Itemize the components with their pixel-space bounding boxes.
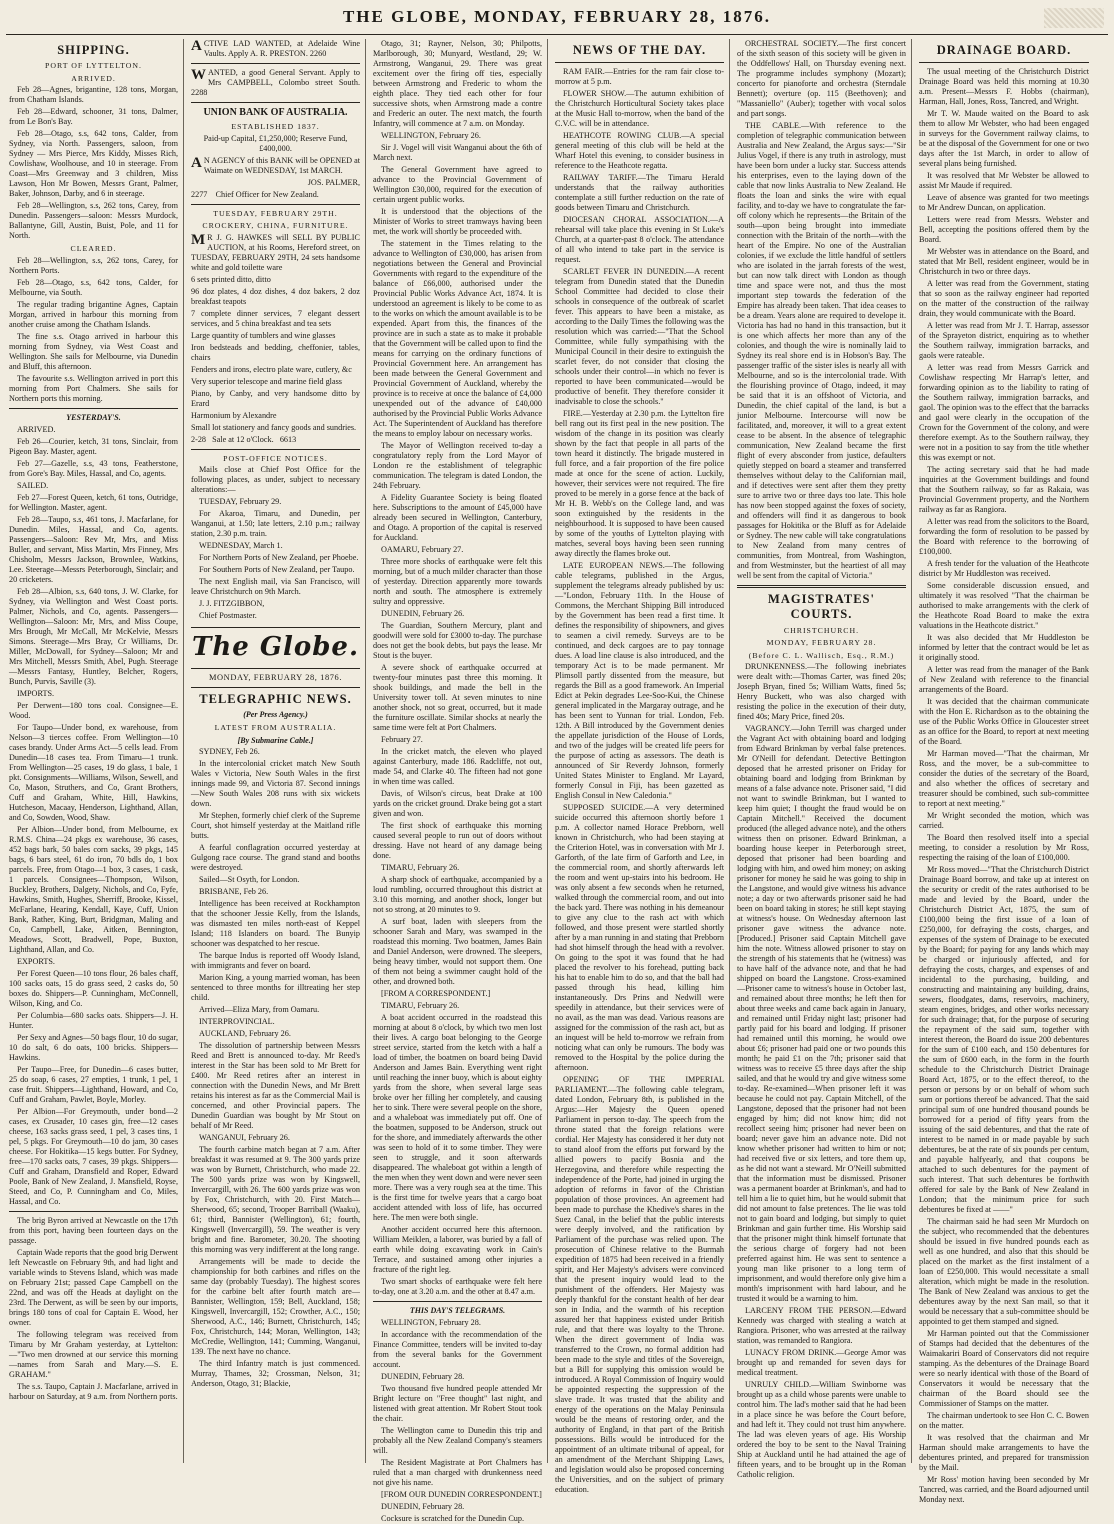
drop-initial: M <box>191 231 206 248</box>
telegram-paragraph: Cocksure is scratched for the Dunedin Cup. <box>381 1513 525 1523</box>
yesterday-entry: Per Derwent—180 tons coal. Consignee—E. Wood. <box>9 700 178 720</box>
drainage-paragraph: It was decided that the chairman communicate with the Hon E. Richardson as to the obtaining the use of the Public Works Office in Gloucester street as an office for the Board, to report at next meeting of the Board. <box>919 697 1089 747</box>
yesterday-entry: Per Albion—Under bond, from Melbourne, ex R.M.S. China—24 pkgs ex warehouse, 36 cases, 452 bags bark, 50 bales corn sacks, 39 pkgs, 145 bags, 6 bars steel, 61 do iron, 70 bdls do, 1 box parcels. Free, from Otago—1 box, 3 cases, 1 cask, 1 parcels. Consignees—Thompson, Wilson, Buckley, Brothers, Dalgety, Nichols, and Co, Fyfe, Hawkins, Smith, Hughes, Sherriff, Brooke, Kissel, McFarlane, Hearing, Kendall, Kaye, Cuff, Union Bank, Rather, King, Burt, Bridgman, Maling and Co, Campbell, Lake, Aitken, Bennington, Meadows, Scott, Bradwell, Pope, Buxton, Lighthand, Allan, and Co. <box>9 824 178 954</box>
drainage-paragraph: The Board then resolved itself into a special meeting, to consider a resolution by Mr Ross, respecting the raising of the loan of £100,000. <box>919 833 1089 863</box>
telegram-paragraph: AUCKLAND, February 26. <box>199 1029 291 1039</box>
sale-title: CROCKERY, CHINA, FURNITURE. <box>202 221 349 231</box>
magistrates-bench: (Before C. L. Wallisch, Esq., R.M.) <box>748 650 895 660</box>
cleared-list <box>9 256 178 298</box>
ad-text: Sale at 12 o'Clock. <box>212 434 274 444</box>
drainage-paragraph: Mr T. W. Maude waited on the Board to ask them to allow Mr Webster, who had been engaged in surveys for the Government railway claims, to be at the disposal of the Government for one or two days after the 1st March, in order to allow of several plans being furnished. <box>919 109 1089 169</box>
post-title: POST-OFFICE NOTICES. <box>223 453 328 463</box>
telegram-paragraph: OAMARU, February 27. <box>381 545 464 554</box>
cleared-entry: Feb 28—Wellington, s.s, 262 tons, Carey, for Northern Ports. <box>9 255 178 275</box>
news-paragraph: FIRE.—Yesterday at 2.30 p.m. the Lyttelton fire bell rang out its first peal in the new position. The wisdom of the change in its position was clearly shown by the fact that people in all parts of the town heard it distinctly. The brigade mustered in full force, and a fair proportion of the fire police made at once for the scene of action. Luckily, however, their services were not required. The fire proved to be merely in a gorse fence at the back of Mr H. B. Webb's on the College land, and was soon extinguished by the residents in the neighbourhood. It is supposed to have been caused by some of the youths of Lyttelton playing with matches, several boys having been seen running away directly the flames broke out. <box>555 409 724 559</box>
telegraphic-title: TELEGRAPHIC NEWS. <box>199 692 352 707</box>
telegram-paragraph: Another accident occurred here this afternoon. William Meiklen, a laborer, was buried by a fall of earth while doing excavating work in Cain's Terrace, and sustained among other injuries a fracture of the right leg. <box>373 1225 542 1274</box>
court-paragraph: VAGRANCY.—John Terrill was charged under the Vagrant Act with obtaining board and lodging from Edward Brinkman by verbal false pretences. Mr O'Neill for defendant. Detective Bettington deposed that he arrested prisoner on Friday for obtaining board and lodging from Brinkman by means of a false advance note. Prisoner said, "I did not want to swindle Brinkman, but I wanted to keep him quiet; I thought the fraud would be on Captain Mitchell." Received the document produced (the alleged advance note), and the others witness then on prisoner. Edward Brinkman, a boarding house keeper in Peterborough street, deposed that prisoner had been boarding and lodging with him, and owed him money; on asking prisoner for money he said he was going to ship in the Langstone, and would give witness his advance note; a day or two afterwards prisoner said he had been on board taking in stores; he still kept staying at witness's house. On Wednesday afternoon last prisoner gave witness the advance note. [Produced.] Prisoner said Captain Mitchell gave him the note. Witness allowed prisoner to stay on the strength of his statements that he (witness) was to have half of the advance note, and that he had shipped on board the Langstone. Cross-examined—Prisoner came to witness's house in October last, and remained about three months; he left then for about three weeks and came back again in January, and remained until Friday night last; prisoner had partly paid for his board and lodging. If prisoner had remained until this morning, he would owe about £6; prisoner had paid one or two pounds this month; he paid £1 on the 7th; prisoner said that witness was to receive £5 three days after the ship sailed, and that he would try and give witness some to-day. Re-examined—When prisoner left it was because he could not pay. Captain Mitchell, of the Langstone, deposed that the prisoner had not been engaged by him; did not know him; did not recollect seeing him; prisoner had never been on board; never gave him an advance note. Did not know whether prisoner had written to him or not; had received five or six letters, and tore them up, as he did not want a steward. Mr O'Neill submitted that the information must be dismissed. Prisoner was a permanent boarder at Brinkman's, and had to tell him a lie to quiet him, but he would submit that did not amount to false pretences. The lie was told not to gain board and lodging, but simply to quiet Brinkman and gain further time. His Worship said that the prisoner might think himself fortunate that the serious charge of forgery had not been preferred against him. He was sent to sentence a young man like prisoner to a long term of imprisonment, and would therefore only give him a month's imprisonment with hard labour, and he trusted it would be a warning to him. <box>737 724 906 1303</box>
telegram-paragraph: WANGANUI, February 26. <box>199 1133 290 1143</box>
drainage-paragraph: Mr Harman pointed out that the Commissioner of Stamps had decided that the debentures of the Waimakariri Board of Conservators did not require stamping. As the debentures of the Drainage Board were so nearly identical with those of the Board of Conservators it would be necessary that the chairman of the Board should see the Commissioner of Stamps on the matter. <box>919 1329 1089 1409</box>
drainage-paragraph: It was also decided that Mr Huddleston be informed by letter that the contract would be let as it originally stood. <box>919 633 1089 663</box>
divider <box>555 62 724 63</box>
telegram-paragraph: Arrived—Eliza Mary, from Oamaru. <box>199 1005 320 1015</box>
shipping-paragraph: The favourite s.s. Wellington arrived in port this morning from Port Chalmers. She sails for Northern ports this morning. <box>9 373 178 403</box>
drainage-paragraph: Letters were read from Messrs. Webster and Bell, accepting the positions offered them by the Board. <box>919 215 1089 245</box>
bank-established: ESTABLISHED 1837. <box>231 122 320 132</box>
court-paragraph: UNRULY CHILD.—William Swinborne was brought up as a child whose parents were unable to control him. The lad's mother said that he had been in a place since he was before the Court before, and had left it. They could not trust him anywhere. The lad was eleven years of age. His Worship ordered the boy to be sent to the Naval Training Ship at Auckland until he had attained the age of fifteen years, and to be brought up in the Roman Catholic religion. <box>737 1380 906 1479</box>
yesterdays-label: YESTERDAY'S. <box>66 412 121 422</box>
telegram-paragraph: DUNEDIN, February 26. <box>381 609 465 618</box>
telegraphic-continued <box>373 39 542 1297</box>
drop-initial: A <box>191 154 202 171</box>
sale-item: Large quantity of tumblers and wine glasses <box>191 330 336 340</box>
news-items <box>555 67 724 1495</box>
telegram-paragraph: The dissolution of partnership between Messrs Reed and Brett is announced to-day. Mr Reed's interest in the Star has been sold to Mr Brett for £400. Mr Reed retires after an interest in connection with the Dunedin News, and Mr Brett retains his interest as far as the Commercial Mail is concerned, and other Provincial papers. The Dunedin Guardian was bought by Mr Stout on behalf of Mr Reed. <box>191 1041 360 1131</box>
globe-logo-box <box>191 627 360 669</box>
bank-signature-title <box>191 190 360 200</box>
telegram-paragraph: The fourth carbine match began at 7 a.m. After breakfast it was resumed at 9. The 300 yards prize was won by Burnett, Christchurch, who made 22. The 500 yards prize was won by Kingswell, Invercargill, with 26. The 600 yards prize was won by Fox, Christchurch, with 20. First Match—Sherwood, 65; second, Trooper Barriball (Waaku), 61; third, Bannister (Wellington), 61; fourth, Kingswell (Invercargill), 59. The weather is very bright and fine. Barometer, 30.20. The shooting this morning was very indifferent at the long range. <box>191 1145 360 1255</box>
telegram-paragraph: A severe shock of earthquake occurred at twenty-four minutes past three this morning. It shook buildings, and made the bell in the University tower toll. At seven minutes to nine another shock, not so great, occurred, but it made the furniture oscillate. Similar shocks at nearly the same time were felt at Port Chalmers. <box>373 663 542 732</box>
news-heading: NEWS OF THE DAY. <box>572 43 707 57</box>
yesterday-entry: Per Forest Queen—10 tons flour, 26 bales chaff, 100 sacks oats, 15 do grass seed, 2 casks do, 50 boxes do. Shippers—P. Cunningham, McConnell, Wilson, King, and Co. <box>9 968 178 1008</box>
telegram-paragraph: The Mayor of Wellington received to-day a congratulatory reply from the Lord Mayor of London re the establishment of telegraphic communication. The telegram is dated London, the 24th February. <box>373 441 542 490</box>
ad-number: 2260 <box>309 49 327 58</box>
yesterday-entry: IMPORTS. <box>17 688 55 698</box>
post-paragraph: For Akaroa, Timaru, and Dunedin, per Wanganui, at 1.50; late letters, 2.10 p.m.; railway station, 2.30 p.m. train. <box>191 509 360 539</box>
post-paragraph: For Southern Ports of New Zealand, per Taupo. <box>199 565 355 575</box>
news-paragraph: THE CABLE.—With reference to the completion of telegraphic communication between Australia and New Zealand, the Argus says:—"Sir Julius Vogel, if there is any truth in astrology, must have been born under a lucky star. Success attends his enterprises, even to the laying down of the cable that now links Australia to New Zealand. He floats the loan and sinks the wire with equal facility, and to-day we have to congratulate the far-off colony which he represents—the Britain of the south—upon being brought into immediate connection with the Britain of the north—with the heart of the Empire. No one of the Australian colonies, if we exclude the little handful of settlers who are isolated in the jarrah forests of the west, but can now talk direct with London as though time and space were not, and thus the most important step towards the federation of the Empire has already been taken. That idea ceases to be a dream. Years alone are required to develope it. Victoria has had no hand in this transaction, but it is one which affects her more than any of the colonies, and though the wire is nominally laid to Sydney its real shore end is in Hobson's Bay. The passenger traffic of the sister isles is nearly all with Melbourne, and so is the intercolonial trade. With the flourishing province of Otago, indeed, it may be said that it is an offshoot of Victoria, and Dunedin, the chief capital of the land, is but a junior Melbourne. Intercourse will now be facilitated, and, moreover, it will to a great extent cease to be absent. In the absence of telegraphic communication, New Zealand became the first flight of every absconder from justice, defaulters quietly stepped on board a steamer and transferred themselves without delay to the Californian mail, and if detectives were sent after them they pretty sure to arrive two or three days too late. This hole has now been stopped against the foxes of society, and offenders will find it as dangerous to book passages for Hokitika or the Bluff as for Adelaide or Sydney. The new cable will take congratulations to New Zealand from many centres of communities, from Montreal, from Washington, and from Westminster, but the heartiest of all may well be sent from the capital of Victoria." <box>737 121 906 580</box>
column-2 <box>188 39 366 1463</box>
telegram-paragraph: BRISBANE, Feb 26. <box>199 887 269 897</box>
news-paragraph: LATE EUROPEAN NEWS.—The following cable telegrams, published in the Argus, supplement the telegrams already published by us:—"London, February 11th. In the House of Commons, the Merchant Shipping Bill introduced by the Government has been read a first time. It defines the responsibility of shipowners, and gives to seamen a civil remedy. Surveys are to be continued, and deck cargoes are to pay tonnage dues. A load line clause is also introduced, and the temporary Act is to be made permanent. Mr Plimsoll partly dissented from the measure, but regards the Bill as a good framework. An Imperial Edict at Pekin degrades Lee-Soo-Kui, the Chinese general implicated in the Margaray outrage, and he has been sent to Yunnan for trial. London, Feb. 12th. A Bill introduced by the Government denies the appellate jurisdiction of the House of Lords, and two of the judges will be created life peers for the purpose of acting as assessors. The death is announced of Sir Reverdy Johnson, formerly United States Minister to England. Mr Layard, formerly Consul in Fiji, has been gazetted as English Consul in New Caledonia." <box>555 561 724 801</box>
divider <box>191 63 360 64</box>
yesterday-entry: ARRIVED. <box>17 424 56 434</box>
arrival-entry: Feb 28—Wellington, s.s, 262 tons, Carey, from Dunedin. Passengers—saloon: Messrs Murdock, Ballantyne, Gill, Austin, Buist, Pole, and 11 for North. <box>9 201 178 241</box>
divider <box>737 585 906 588</box>
news-paragraph: HEATHCOTE ROWING CLUB.—A special general meeting of this club will be held at the Wharf Hotel this evening, to consider business in reference to the Heathcote regatta. <box>555 131 724 171</box>
ad-number: 2288 <box>191 88 208 97</box>
drainage-paragraph: A letter was read from the solicitors to the Board, forwarding the form of resolution to be passed by the Board with reference to the borrowing of £100,000. <box>919 517 1089 557</box>
telegram-paragraph: The barque Indus is reported off Woody Island, with immigrants and fever on board. <box>191 951 360 971</box>
submarine-cable: [By Submarine Cable.] <box>237 735 314 745</box>
shipping-paragraph: The regular trading brigantine Agnes, Captain Morgan, arrived in harbour this morning from another cruise among the Chatham Islands. <box>9 299 178 329</box>
post-paragraph: WEDNESDAY, March 1. <box>199 541 283 551</box>
shipping-paragraph: Captain Wade reports that the good brig Derwent left Newcastle on February 9th, and had light and variable winds to Stevens Island, which was made on February 21st; passed Cape Campbell on the 22nd, and was off the Heads at daylight on the 23rd. The Derwent, as will be seen by our imports, brings 180 tons of coal for Captain E. Wood, her owner. <box>9 1247 178 1327</box>
todays-telegrams-heading: THIS DAY'S TELEGRAMS. <box>409 1306 506 1315</box>
telegram-paragraph: A sharp shock of earthquake, accompanied by a loud rumbling, occurred throughout this district at 3.10 this morning, and another shock, longer but not so strong, at 20 minutes to 9. <box>373 875 542 914</box>
telegram-paragraph: The General Government have agreed to advance to the Provincial Government of Wellington £30,000, required for the execution of certain urgent public works. <box>373 165 542 204</box>
sale-item: 7 complete dinner services, 7 elegant dessert services, and 5 china breakfast and tea sets <box>191 308 360 328</box>
drainage-paragraph: It was resolved that Mr Webster be allowed to assist Mr Maude if required. <box>919 171 1089 191</box>
drainage-paragraph: Mr Webster was in attendance on the Board, and stated that Mr Bell, resident engineer, would be in Christchurch in two or three days. <box>919 247 1089 277</box>
post-paragraph: J. J. FITZGIBBON, <box>199 599 265 609</box>
drainage-items <box>919 67 1089 1505</box>
telegram-paragraph: TIMARU, February 26. <box>381 863 460 872</box>
column-6 <box>916 39 1094 1505</box>
telegram-paragraph: In the cricket match, the eleven who played against Canterbury, made 186. Radcliffe, not out, made 54, and Clarke 40. The fifteen had not gone in when time was called. <box>373 747 542 786</box>
sale-item: 6 sets printed ditto, ditto <box>191 274 271 284</box>
arrival-entry: Feb 28—Edward, schooner, 31 tons, Dalmer, from Le Bon's Bay. <box>9 107 178 127</box>
shipping-paragraph: The brig Byron arrived at Newcastle on the 17th from this port, having been fourteen days on the passage. <box>9 1215 178 1245</box>
telegram-paragraph: Intelligence has been received at Rockhampton that the schooner Jessie Kelly, from the Islands, was dismasted ten miles north-east of Keppel Island; 118 Islanders on board. The Bunyip schooner was despatched to her rescue. <box>191 899 360 949</box>
yesterday-entry: EXPORTS. <box>17 956 55 966</box>
port-subheading: PORT OF LYTTELTON. <box>45 61 142 71</box>
masthead <box>6 0 1108 35</box>
divider <box>191 102 360 103</box>
telegram-paragraph: Two smart shocks of earthquake were felt here to-day, one at 3.20 a.m. and the other at 8.47 a.m. <box>373 1277 542 1296</box>
telegram-paragraph: [FROM A CORRESPONDENT.] <box>381 989 491 998</box>
telegram-paragraph: Sailed—St Osyth, for London. <box>199 875 300 885</box>
telegram-paragraph: Marion King, a young married woman, has been sentenced to three months for illtreating her step child. <box>191 973 360 1003</box>
post-paragraph: The next English mail, via San Francisco, will leave Christchurch on 9th March. <box>191 577 360 597</box>
telegram-paragraph: WELLINGTON, February 28. <box>381 1317 481 1327</box>
press-agency: (Per Press Agency.) <box>243 710 308 720</box>
telegram-paragraph: The Resident Magistrate at Port Chalmers has ruled that a man charged with drunkenness need not give his name. <box>373 1457 542 1487</box>
yesterday-entry: Per Albion—For Greymouth, under bond—2 cases, ex Crusader, 10 cases gin, free—12 cases cheese, 163 sacks grass seed, 1 pel, 3 cases tins, 1 pel, 5 pkgs. For Greymouth—10 do jam, 30 cases cheese. For Hokitika—15 kegs butter. For Sydney, free—170 sacks oats, 7 cases, 39 pkgs. Shippers—Cuff and Graham, Dransfield and Roper, Edward Poole, Bank of New Zealand, J. Mansfield, Royse, Steed, and Co, P. Cunningham and Co, Miles, Hassal, and Co. <box>9 1106 178 1206</box>
bank-capital: Paid-up Capital, £1,250,000; Reserve Fund, £400,000. <box>203 133 348 153</box>
magistrates-items <box>737 662 906 1480</box>
globe-logo: The Globe. <box>191 632 360 663</box>
ad-text: N AGENCY of this BANK will be OPENED at Waimate on WEDNESDAY, 1st MARCH. <box>203 155 361 175</box>
drainage-paragraph: A letter was read from Messrs Garrick and Cowlishaw respecting Mr Harrap's letter, and forwarding opinion as to the liability to rating of the Southern railway, immigration barracks, and gaol. The opinion was to the effect that the barracks and gaol were clearly in the occupation of the Crown for the Government of the colony, and were therefore exempt. As to the Southern railway, they were not in a position to say from the title whether this was exempt or not. <box>919 363 1089 463</box>
drainage-paragraph: The chairman said he had seen Mr Murdoch on the subject, who recommended that the debentures should be issued in five hundred pounds each as well as one hundred, and also that this should be placed on the market as the first instalment of a loan of £250,000. This would necessitate a small alteration, which might be made in the resolution. The Bank of New Zealand was anxious to get the debentures away by the next San mail, so that it would be necessary that a sub-committee should be appointed to get them stamped and signed. <box>919 1217 1089 1327</box>
cleared-label: CLEARED. <box>70 244 117 254</box>
shipping-paragraph: The following telegram was received from Timaru by Mr Graham yesterday, at Lyttelton:—"Two men drowned at our service this morning—names from Sarah and Mary.—S. E. GRAHAM." <box>9 1329 178 1379</box>
sale-intro <box>191 233 360 273</box>
magistrates-heading: MAGISTRATES' COURTS. <box>768 592 875 622</box>
latest-australia: LATEST FROM AUSTRALIA. <box>214 723 337 733</box>
drainage-paragraph: A letter was read from the manager of the Bank of New Zealand with reference to the financial arrangements of the Board. <box>919 665 1089 695</box>
telegram-paragraph: In accordance with the recommendation of the Finance Committee, tenders will be invited to-day from the several banks for the Government account. <box>373 1329 542 1369</box>
news-paragraph: SUPPOSED SUICIDE.—A very determined suicide occurred this afternoon shortly before 1 p.m. A collector named Horace Prebborn, well known in Christchurch, who had been staying at the Criterion Hotel, was in conversation with Mr J. Garforth, of the late firm of Garforth and Lee, in the commercial room, and shortly afterwards left the room and went up-stairs into his bedroom. He was only absent a few seconds when he returned, walked through the commercial room, and out into the back yard. There was nothing in his demeanour to give any clue to the rash act with which followed, and those present were startled shortly after by a man running in and stating that Prebborn had shot himself through the head with a revolver. On going to the spot it was found that he had placed the revolver to his forehead, putting back his hat to enable him to do so, and that the ball had passed through his head, killing him instantaneously. Drs Prins and Nedwill were speedily in attendance, but their services were of no avail, as the man was dead. Various reasons are assigned for the commission of the rash act, but as an inquest will be held to-morrow we refrain from noticing what can only be rumours. The body was removed to the Hospital by the police during the afternoon. <box>555 803 724 1073</box>
column-5 <box>734 39 912 1479</box>
torn-corner-artifact <box>1044 8 1104 28</box>
drainage-paragraph: The chairman undertook to see Hon C. C. Bowen on the matter. <box>919 1411 1089 1431</box>
telegram-paragraph: It is understood that the objections of the Minister of Works to street tramways having been met, the work will shortly be proceeded with. <box>373 207 542 236</box>
yesterday-entry: Feb 28—Taupo, s.s, 461 tons, J. Macfarlane, for Dunedin. Miles, Hassal, and Co, agents. Passengers—Saloon: Rev Mr, Mrs, and Miss Buller, and servant, Miss Martin, Mrs Finney, Mrs Chisholm, Messrs Jackson, Brownlee, Watkins, Lee. Steerage—Messrs Peterborough, Sinclair; and 20 cricketers. <box>9 514 178 584</box>
drainage-paragraph: A letter was read from Mr J. T. Harrap, assessor of the Sprayeton district, enquiring as to whether the Southern railway, immigration barracks, and gaols were rateable. <box>919 321 1089 361</box>
post-paragraph: Chief Postmaster. <box>199 611 257 621</box>
news-paragraph: ORCHESTRAL SOCIETY.—The first concert of the sixth season of this society will be given in the Oddfellows' Hall, on Thursday evening next. The programme includes symphony (Mozart); concerto for pianoforte and orchestra (Sterndale Bennett); overture (op. 115 (Beethoven); and "Massaniello" (Auber); together with vocal solos and part songs. <box>737 39 906 118</box>
arrival-entry: Feb 28—Otago, s.s, 642 tons, Calder, from Sydney, via North. Passengers, saloon, from Sydney — Mrs Pierce, Mrs Kiddy, Misses Rich, Cowlishaw, Woolhouse, and 10 in steerage. From Coast—Mrs Greenway and 3 children, Miss Lawson, Hon Mr Bowen, Messrs Grant, Palmer, Baker, Johnson, Darby, and 6 in steerage. <box>9 129 178 199</box>
drainage-paragraph: The usual meeting of the Christchurch District Drainage Board was held this morning at 10.30 a.m. Present—Messrs F. Hobbs (chairman), Harman, Hall, Jones, Ross, Tancred, and Wright. <box>919 67 1089 107</box>
drainage-paragraph: The acting secretary said that he had made inquiries at the Government buildings and found that the Southern railway, so far as Rakaia, was Provincial Government property, and the Northern railway as far as Rangiora. <box>919 465 1089 515</box>
telegram-paragraph: The statement in the Times relating to the advance to Wellington of £30,000, has arisen from negotiations between the General and Provincial Governments with regard to the expenditure of the balance of £66,000, authorised under the Provincial Public Works Advance Act, 1874. It is understood an agreement is likely to be come to as to the works on which the amount available is to be expended. Apart from this, the finances of the province are in such a state as to make it probable that the Government will be called upon to find the means for carrying on the ordinary functions of Provincial Government here. An arrangement has been made between the General Government and Provincial Government of Auckland, whereby the province is to receive at once the balance of £4,000 unexpended out of the advance of £40,000 authorised by the Provincial Public Works Advance Act. The Superintendent of Auckland has therefore the means to employ labour on necessary works. <box>373 239 542 438</box>
drainage-paragraph: Mr Ross' motion having been seconded by Mr Tancred, was carried, and the Board adjourned until Monday next. <box>919 1475 1089 1505</box>
divider <box>191 449 360 450</box>
telegram-paragraph: A boat accident occurred in the roadstead this morning at about 8 o'clock, by which two men lost their lives. A cargo boat belonging to the George street service, started from the ketch with a half a load of timber, the boatmen on board being David Anderson and James Bain. Everything went right until reaching the inner buoy, which is about eighty yards from the shore, when several large seas broke over her filling her completely, and causing her to sink. There were several people on the shore, and a whaleboat was immediately put off. One of the boatmen, supposed to be Anderson, struck out for the shore, and immediately afterwards the other was seen to hold of it to some timber. They were seen to struggle, and it soon afterwards disappeared. The whaleboat got within a length of the men when they went down and were never seen more. There was a very rough sea at the time. This is the first time for twelve years that a cargo boat accident attended with loss of life, has occurred here. The men were both single. <box>373 1013 542 1222</box>
yesterday-entry: For Taupo—Under bond, ex warehouse, from Nelson—3 tierces coffee. From Wellington—10 cases brandy. Under Arms Act—5 cells lead. From Dunedin—18 cases tea. From Timaru—1 trunk. From Wellington—25 cases, 19 do glass, 1 bale, 1 pkt. Consignments—Williams, Wilson, Sewell, and Co, Mason, Struthers, and Co, Grant Brothers, Cuff and Graham, White, Hill, Hawkins, Hutcheson, Macaay, Henderson, Lighthand, Allan, and Co, Sowden, Wood, Shaw. <box>9 722 178 822</box>
drainage-paragraph: A letter was read from the Government, stating that so soon as the railway engineer had reported on the matter of the construction of the railway drain, they would communicate with the Board. <box>919 279 1089 319</box>
yesterday-entry: Feb 27—Forest Queen, ketch, 61 tons, Outridge, for Wellington. Master, agent. <box>9 492 178 512</box>
drainage-heading: DRAINAGE BOARD. <box>936 43 1072 57</box>
sale-item: 96 doz plates, 4 doz dishes, 4 doz bakers, 2 doz breakfast teapots <box>191 286 360 306</box>
telegram-paragraph: February 27. <box>381 735 423 744</box>
news-paragraph: OPENING OF THE IMPERIAL PARLIAMENT.—The following cable telegram, dated London, February 8th, is published in the Argus:—Her Majesty the Queen opened Parliament in person to-day. The speech from the throne stated that the foreign relations were cordial. Her Majesty has considered it her duty not to stand aloof from the efforts put forward by the allied powers to pacify Bosnia and the Herzegovina, and therefore while respecting the independence of the Porte, had joined in urging the adoption of reforms in favor of the Christian population of those provinces. An agreement had been made to purchase the Khedive's shares in the Suez Canal, in the belief that the public interests were deeply involved, and the ratification by Parliament of the purchase was relied upon. The prosecution of Chinese relative to the Burmah expedition of 1875 had been received in a friendly spirit, and Her Majesty's advisers were convinced that the present inquiry would lead to the punishment of the offenders. Her Majesty was deeply thankful for the constant health of her dear son in India, and the warmth of his reception assured her that happiness existed under British rule, and that there was loyalty to the Throne. When the direct government of India was transferred to the Crown, no formal addition had been made to the style and titles of the Sovereign, but a Bill for supplying this omission would be introduced. A Royal Commission of Inquiry would be appointed respecting the suppression of the slave trade. It was trusted that the ability and energy of the operations on the Malay Peninsula would be the means of restoring order, and the authority of England, in that part of the British possessions. Bills would be introduced for the appointment of an ultimate tribunal of appeal, for an amendment of the Merchant Shipping Laws, and legislation would also be proposed concerning the Universities, and on the subject of primary education. <box>555 1075 724 1495</box>
telegram-paragraph: Two thousand five hundred people attended Mr Bright lecture on "Free thought" last night, and listened with great attention. Mr Robert Stout took the chair. <box>373 1383 542 1423</box>
divider <box>919 62 1089 63</box>
drop-initial: A <box>191 38 202 54</box>
telegram-paragraph: Davis, of Wilson's circus, beat Drake at 100 yards on the cricket ground. Drake being got a start given and won. <box>373 789 542 818</box>
shipping-closing-notes <box>9 1216 178 1402</box>
sale-day: TUESDAY, FEBRUARY 29TH. <box>213 208 338 218</box>
column-3 <box>370 39 548 1523</box>
ad-text: CTIVE LAD WANTED, at Adelaide Wine Vaults. Apply A. R. PRESTON. <box>203 39 360 58</box>
column-4 <box>552 39 730 1495</box>
divider <box>9 408 178 409</box>
divider <box>373 1301 542 1302</box>
telegram-paragraph: The Guardian, Southern Mercury, plant and goodwill were sold for £3000 to-day. The purchase does not get the book debts, but pays the lease. Mr Stout is the buyer. <box>373 621 542 660</box>
yesterday-entry: Per Taupo—Free, for Dunedin—6 cases butter, 25 do soap, 6 cases, 27 empties, 1 trunk, 1 pel, 1 case fruit. Shippers—Lighthand, Howard, and Co, Cuff and Graham, Pawlet, Boyle, Morley. <box>9 1064 178 1104</box>
column-grid <box>6 35 1108 1523</box>
shipping-paragraph: The fine s.s. Otago arrived in harbour this morning from Sydney, via West Coast and Wellington. She sails for Melbourne, via Dunedin and Bluff, this afternoon. <box>9 331 178 371</box>
yesterday-entry: Per Sexy and Agnes—50 bags flour, 10 do sugar, 10 do salt, 6 do oats, 100 bricks. Shippers—Hawkins. <box>9 1032 178 1062</box>
divider <box>191 687 360 688</box>
sale-items <box>191 275 360 433</box>
ad-number: 6613 <box>279 434 297 444</box>
sale-item: Small lot stationery and fancy goods and sundries. <box>191 422 357 432</box>
telegram-paragraph: Three more shocks of earthquake were felt this morning, but of a much milder character than those of yesterday. Direction apparently more towards north and south. The atmosphere is extremely sultry and oppressive. <box>373 557 542 606</box>
telegram-paragraph: Arrangements will be made to decide the championship for both carbines and rifles on the same day (probably Tuesday). The highest scores for the carbine belt after fourth match are—Bannister, Wellington, 159; Bell, Auckland, 158; Kingswell, Invercargill, 152; Crowther, A.C., 150; Sherwood, A.C., 146; Burnett, Christchurch, 145; Fox, Christchurch, 144; Moran, Wellington, 143; McCredie, Wellington, 141; Cumming, Wanganui, 139. The next have no chance. <box>191 1257 360 1357</box>
drainage-paragraph: Leave of absence was granted for two meetings to Mr Andrew Duncan, on application. <box>919 193 1089 213</box>
telegram-paragraph: DUNEDIN, February 28. <box>381 1501 465 1511</box>
yesterday-entry: Feb 26—Courier, ketch, 31 tons, Sinclair, from Pigeon Bay. Master, agent. <box>9 436 178 456</box>
divider <box>9 1211 178 1212</box>
news-paragraph: FLOWER SHOW.—The autumn exhibition of the Christchurch Horticultural Society takes place at the Music Hall to-morrow, when the band of the C.V.C. will be in attendance. <box>555 89 724 129</box>
telegram-paragraph: SYDNEY, Feb 26. <box>199 747 260 757</box>
ad-active-lad <box>191 39 360 59</box>
news-paragraph: DIOCESAN CHORAL ASSOCIATION.—A rehearsal will take place this evening in St Luke's Church, at a quarter-past 8 o'clock. The attendance of all who intend to take part in the service is request. <box>555 215 724 265</box>
telegram-paragraph: WELLINGTON, February 26. <box>381 131 481 140</box>
shipping-notes <box>9 300 178 404</box>
magistrates-location: CHRISTCHURCH. <box>783 625 860 635</box>
telegram-paragraph: Mr Stephen, formerly chief clerk of the Supreme Court, shot himself yesterday at the Maitland rifle butts. <box>191 811 360 841</box>
masthead-title: THE GLOBE, MONDAY, FEBRUARY 28, 1876. <box>342 7 772 26</box>
ad-text: Chief Officer for New Zealand. <box>215 189 319 199</box>
cleared-entry: Feb 28—Otago, s.s, 642 tons, Calder, for Melbourne, via South. <box>9 277 178 297</box>
sale-item: Iron bedsteads and bedding, cheffonier, tables, chairs <box>191 342 360 362</box>
bank-agency-notice <box>191 156 360 176</box>
arrival-entry: Feb 28—Agnes, brigantine, 128 tons, Morgan, from Chatham Islands. <box>9 85 178 105</box>
post-paragraph: Mails close at Chief Post Office for the following places, as under, subject to necessary alterations:— <box>191 465 360 495</box>
post-notices <box>191 465 360 621</box>
telegram-paragraph: In the intercolonial cricket match New South Wales v Victoria, New South Wales in the first innings made 99, and Victoria 87. Second innings—New South Wales 208 runs with six wickets down. <box>191 759 360 809</box>
ad-text: R J. G. HAWKES will SELL BY PUBLIC AUCTION, at his Rooms, Hereford street, on TUESDAY, FEBRUARY 29TH, 24 sets handsome white and gold toilette ware <box>191 232 360 272</box>
telegram-paragraph: The first shock of earthquake this morning caused several people to run out of doors without dressing. Have not heard of any damage being done. <box>373 821 542 860</box>
telegram-paragraph: The Wellington came to Dunedin this trip and probably all the New Zealand Company's steamers will. <box>373 1425 542 1455</box>
telegram-paragraph: INTERPROVINCIAL. <box>199 1017 275 1027</box>
bank-title: UNION BANK OF AUSTRALIA. <box>203 107 348 118</box>
sale-item: Piano, by Canby, and very handsome ditto by Erard <box>191 388 360 408</box>
drainage-paragraph: Mr Ross moved—"That the Christchurch District Drainage Board borrow, and take up at interest on the security or credit of the rates authorised to be made and levied by the Board, under the Christchurch District Act, 1875, the sum of £100,000 being the first issue of a loan of £250,000, for defraying the costs, charges, and expenses of the system of Drainage to be executed by the Board; for paying for any lands which may be charged or injuriously affected, and for defraying the costs, charges, and expenses of and incidental to the purchasing, building, and constructing and maintaining any building, drains, sewers, floodgates, dams, reservoirs, machinery, steam engines, bridges, and other works necessary for such drainage; that, for the purpose of securing the repayment of the said sum, together with interest thereon, the Board do issue 200 debentures for the sum of £100 each, and 150 debentures for the sum of £600 each, in the form in the fourth schedule to the Christchurch District Drainage Board Act, 1875, or to the effect thereof, to the person or persons by or on behalf of whom such sum or portions thereof be advanced. That the said principal sum of one hundred thousand pounds be borrowed for a period of fifty years from the issuing of the said debentures, and that the rate of interest to be named in or made payable by such debentures, be at the rate of six pounds per centum, and payable halfyearly, and that coupons be attached to such debentures for the payment of such interest. That such debentures be forthwith offered for sale by the Bank of New Zealand in London; that the minimum price for such debentures be fixed at ——" <box>919 865 1089 1215</box>
shipping-heading: SHIPPING. <box>57 43 130 57</box>
drainage-paragraph: Some considerable discussion ensued, and ultimately it was resolved "That the chairman be authorised to make arrangements with the clerk of the Heathcote Road Board to make the extra valuations in the Heathcote district." <box>919 581 1089 631</box>
news-paragraph: RAM FAIR.—Entries for the ram fair close to-morrow at 5 p.m. <box>555 67 724 87</box>
court-paragraph: LUNACY FROM DRINK.—George Amor was brought up and remanded for seven days for medical treatment. <box>737 1348 906 1377</box>
arrived-list <box>9 85 178 241</box>
yesterday-entry: Feb 28—Albion, s.s, 640 tons, J. W. Clarke, for Sydney, via Wellington and West Coast ports. Palmer, Nichols, and Co, agents. Passengers—Wellington—Saloon: Mr, Mrs, and Miss Coupe, Mrs Brough, Mr McCall, Mr McKelvie, Messrs Simons. Steerage—Mrs Bray, Cr Williams, Dr. Miller, McDowall, for Sydney—Saloon; Mr and Mrs Mitchell, Messrs Smith, Abel, Pugh. Steerage—Messrs Fantasy, Huntley, Belcher, Rogers, Bunch, Purvis, Saville (3). <box>9 586 178 686</box>
column-1 <box>6 39 184 1463</box>
sale-item: Fenders and irons, electro plate ware, cutlery, &c <box>191 364 352 374</box>
sale-item: Harmonium by Alexandre <box>191 410 277 420</box>
telegram-paragraph: TIMARU, February 26. <box>381 1001 460 1010</box>
todays-telegrams <box>373 1318 542 1524</box>
sale-item: Very superior telescope and marine field glass <box>191 376 342 386</box>
telegram-paragraph: DUNEDIN, February 28. <box>381 1371 465 1381</box>
magistrates-date: MONDAY, FEBRUARY 28. <box>766 638 877 647</box>
news-paragraph: SCARLET FEVER IN DUNEDIN.—A recent telegram from Dunedin stated that the Dunedin School Committee had decided to close their schools in consequence of the outbreak of scarlet fever. This appears to have been a mistake, as according to the Daily Times the following was the resolution which was carried:—"That the School Committee, while fully sympathising with the Municipal Council in their desire to extinguish the scarlet fever, do not consider that closing the schools under their control—in which no fever is reported to have been communicated—would be productive of benefit. They therefore consider it inadvisable to close the schools." <box>555 267 724 407</box>
court-paragraph: LARCENY FROM THE PERSON.—Edward Kennedy was charged with stealing a watch at Rangiora. Prisoner, who was arrested at the railway station, was remanded to Rangiora. <box>737 1306 906 1345</box>
ad-servant-wanted <box>191 68 360 98</box>
arrived-label: ARRIVED. <box>71 73 116 83</box>
shipping-paragraph: The s.s. Taupo, Captain J. Macfarlane, arrived in harbour on Saturday, at 9 a.m. from Northern ports. <box>9 1381 178 1401</box>
ad-text: ANTED, a good General Servant. Apply to Mrs CAMPBELL, Colombo street South. <box>208 68 360 87</box>
post-paragraph: TUESDAY, February 29. <box>199 497 282 507</box>
drop-initial: W <box>191 67 206 83</box>
yesterday-entry: Feb 27—Gazelle, s.s, 43 tons, Featherstone, from Gore's Bay. Miles, Hassal, and Co, agents. <box>9 458 178 478</box>
court-paragraph: DRUNKENNESS.—The following inebriates were dealt with:—Thomas Carter, was fined 20s; Joseph Bryan, fined 5s; William Watts, fined 5s; Henry Buckett, who was also charged with resisting the police in the execution of their duty, fined 40s; Mary Price, fined 20s. <box>737 662 906 721</box>
bank-signature: JOS. PALMER, <box>307 177 360 187</box>
telegram-paragraph: The third Infantry match is just commenced. Murray, Thames, 32; Crossman, Nelson, 31; Anderson, Otago, 31; Blackie, <box>191 1359 360 1389</box>
news-continued <box>737 39 906 581</box>
yesterdays-list <box>9 425 178 1207</box>
drainage-paragraph: It was resolved that the chairman and Mr Harman should make arrangements to have the debentures printed, and prepared for transmission by the Mail. <box>919 1433 1089 1473</box>
telegraphic-items <box>191 747 360 1389</box>
news-paragraph: RAILWAY TARIFF.—The Timaru Herald understands that the railway authorities contemplate a still further reduction on the rate of goods between Timaru and Christchurch. <box>555 173 724 213</box>
telegram-paragraph: [FROM OUR DUNEDIN CORRESPONDENT.] <box>381 1489 542 1499</box>
ad-number: 2277 <box>191 189 208 199</box>
post-paragraph: For Northern Ports of New Zealand, per Phoebe. <box>199 553 359 563</box>
ad-number: 2-28 <box>191 434 207 444</box>
yesterday-entry: SAILED. <box>17 480 49 490</box>
dateline: MONDAY, FEBRUARY 28, 1876. <box>208 672 343 682</box>
yesterday-entry: Per Columbia—680 sacks oats. Shippers—J. H. Hunter. <box>9 1010 178 1030</box>
telegram-paragraph: Otago, 31; Rayner, Nelson, 30; Philpotts, Marlborough, 30; Munyard, Westland, 29; W. Armstrong, Wanganui, 29. There was great excitement over the firing off ties, especially between Armstrong and Frederic to whom the eighth place. They tied each other for four successive shots, when Armstrong made a contre and Frederic an outer. The next match, the fourth Infantry, will commence at 7 a.m. on Monday. <box>373 39 542 128</box>
drainage-paragraph: Mr Harman moved—"That the chairman, Mr Ross, and the mover, be a sub-committee to consider the duties of the secretary of the Board, and also whether the offices of secretary and treasurer should be combined, such sub-committee to report at next meeting." <box>919 749 1089 809</box>
telegram-paragraph: A surf boat, laden with sleepers from the schooner Sarah and Mary, was swamped in the roadstead this morning. Two boatmen, James Bain and Daniel Anderson, were drowned. The sleepers, being heavy timber, would not support them. One of them not being a swimmer caught hold of the other, and drowned both. <box>373 917 542 986</box>
telegram-paragraph: A fearful conflagration occurred yesterday at Gulgong race course. The grand stand and booths were destroyed. <box>191 843 360 873</box>
telegram-paragraph: Sir J. Vogel will visit Wanganui about the 6th of March next. <box>373 143 542 162</box>
divider <box>191 204 360 205</box>
drainage-paragraph: Mr Wright seconded the motion, which was carried. <box>919 811 1089 831</box>
sale-footer <box>191 435 360 445</box>
telegram-paragraph: A Fidelity Guarantee Society is being floated here. Subscriptions to the amount of £45,000 have already been secured in Wellington, Canterbury, and Otago. A proportion of the capital is reserved for Auckland. <box>373 493 542 542</box>
drainage-paragraph: A fresh tender for the valuation of the Heathcote district by Mr Huddleston was received. <box>919 559 1089 579</box>
